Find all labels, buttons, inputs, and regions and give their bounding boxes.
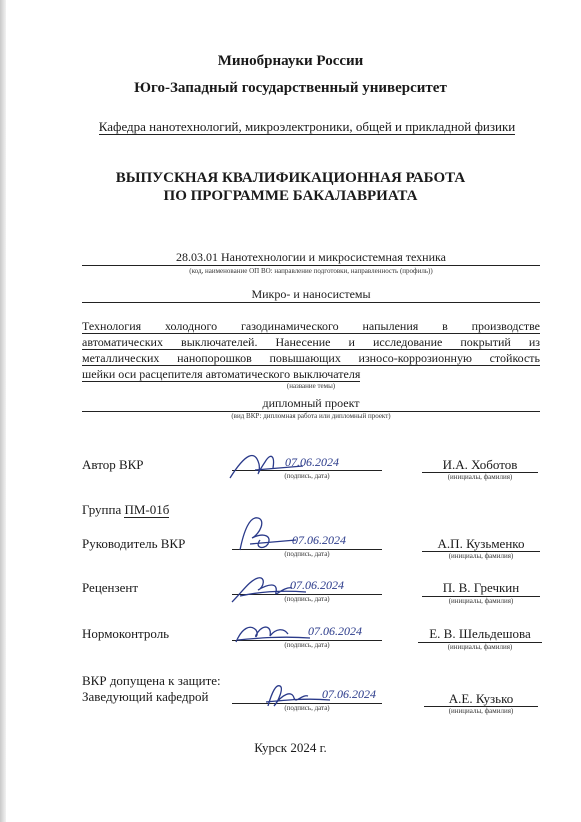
normcontrol-signature bbox=[232, 616, 312, 648]
head-name-caption: (инициалы, фамилия) bbox=[448, 707, 514, 715]
author-date: 07.06.2024 bbox=[285, 455, 339, 469]
ministry-name: Минобрнауки России bbox=[217, 53, 364, 69]
group-value: ПМ-01б bbox=[124, 502, 170, 517]
page-edge-shadow bbox=[0, 0, 6, 822]
normcontrol-name-caption: (инициалы, фамилия) bbox=[447, 643, 513, 651]
topic-caption: (название темы) bbox=[286, 382, 336, 390]
author-name: И.А. Хоботов bbox=[442, 457, 518, 472]
work-type-title-line1: ВЫПУСКНАЯ КВАЛИФИКАЦИОННАЯ РАБОТА bbox=[115, 170, 466, 186]
group-label: Группа bbox=[82, 502, 122, 517]
supervisor-name: А.П. Кузьменко bbox=[437, 536, 525, 551]
city-year: Курск 2024 г. bbox=[254, 740, 327, 755]
normcontrol-sign-caption: (подпись, дата) bbox=[284, 641, 330, 649]
vkr-type-value: дипломный проект bbox=[262, 396, 360, 410]
profile-underline bbox=[82, 302, 540, 303]
author-label: Автор ВКР bbox=[82, 457, 144, 472]
specialty-value: 28.03.01 Нанотехнологии и микросистемная техника bbox=[176, 250, 446, 264]
normcontrol-date: 07.06.2024 bbox=[308, 624, 362, 638]
department-name: Кафедра нанотехнологий, микроэлектроники, общей и прикладной физики bbox=[98, 119, 516, 134]
normcontrol-label: Нормоконтроль bbox=[82, 626, 170, 641]
topic-block bbox=[82, 318, 540, 382]
head-name: А.Е. Кузько bbox=[448, 691, 514, 706]
group-block bbox=[82, 502, 169, 518]
normcontrol-name: Е. В. Шельдешова bbox=[429, 626, 531, 641]
head-sign-caption: (подпись, дата) bbox=[284, 704, 330, 712]
topic-line-2: автоматических выключателей. Нанесение и исследование покрытий из bbox=[82, 335, 540, 349]
author-sign-caption: (подпись, дата) bbox=[284, 472, 330, 480]
supervisor-sign-caption: (подпись, дата) bbox=[284, 550, 330, 558]
reviewer-date: 07.06.2024 bbox=[290, 578, 344, 592]
work-type-title-line2: ПО ПРОГРАММЕ БАКАЛАВРИАТА bbox=[163, 188, 418, 204]
supervisor-name-caption: (инициалы, фамилия) bbox=[448, 552, 514, 560]
supervisor-signature bbox=[230, 510, 300, 555]
supervisor-label: Руководитель ВКР bbox=[82, 536, 186, 551]
topic-line-1: Технология холодного газодинамического напыления в производстве bbox=[82, 319, 540, 333]
reviewer-sign-caption: (подпись, дата) bbox=[284, 595, 330, 603]
specialty-caption: (код, наименование ОП ВО: направление подготовки, направленность (профиль)) bbox=[189, 267, 433, 275]
specialty-underline bbox=[82, 265, 540, 266]
reviewer-label: Рецензент bbox=[82, 580, 139, 595]
topic-line-3: металлических нанопорошков повышающих износо-коррозионную стойкость bbox=[82, 351, 540, 365]
supervisor-date: 07.06.2024 bbox=[292, 533, 346, 547]
reviewer-name: П. В. Гречкин bbox=[442, 580, 520, 595]
university-name: Юго-Западный государственный университет bbox=[134, 80, 447, 96]
admission-line: ВКР допущена к защите: bbox=[82, 673, 221, 688]
head-date: 07.06.2024 bbox=[322, 687, 376, 701]
reviewer-name-caption: (инициалы, фамилия) bbox=[448, 597, 514, 605]
vkr-type-caption: (вид ВКР: дипломная работа или дипломный проект) bbox=[231, 412, 391, 420]
profile-value: Микро- и наносистемы bbox=[251, 287, 371, 301]
author-name-caption: (инициалы, фамилия) bbox=[447, 473, 513, 481]
head-of-department-label: Заведующий кафедрой bbox=[82, 689, 209, 704]
topic-line-4: шейки оси расцепителя автоматического выключателя bbox=[82, 367, 361, 381]
